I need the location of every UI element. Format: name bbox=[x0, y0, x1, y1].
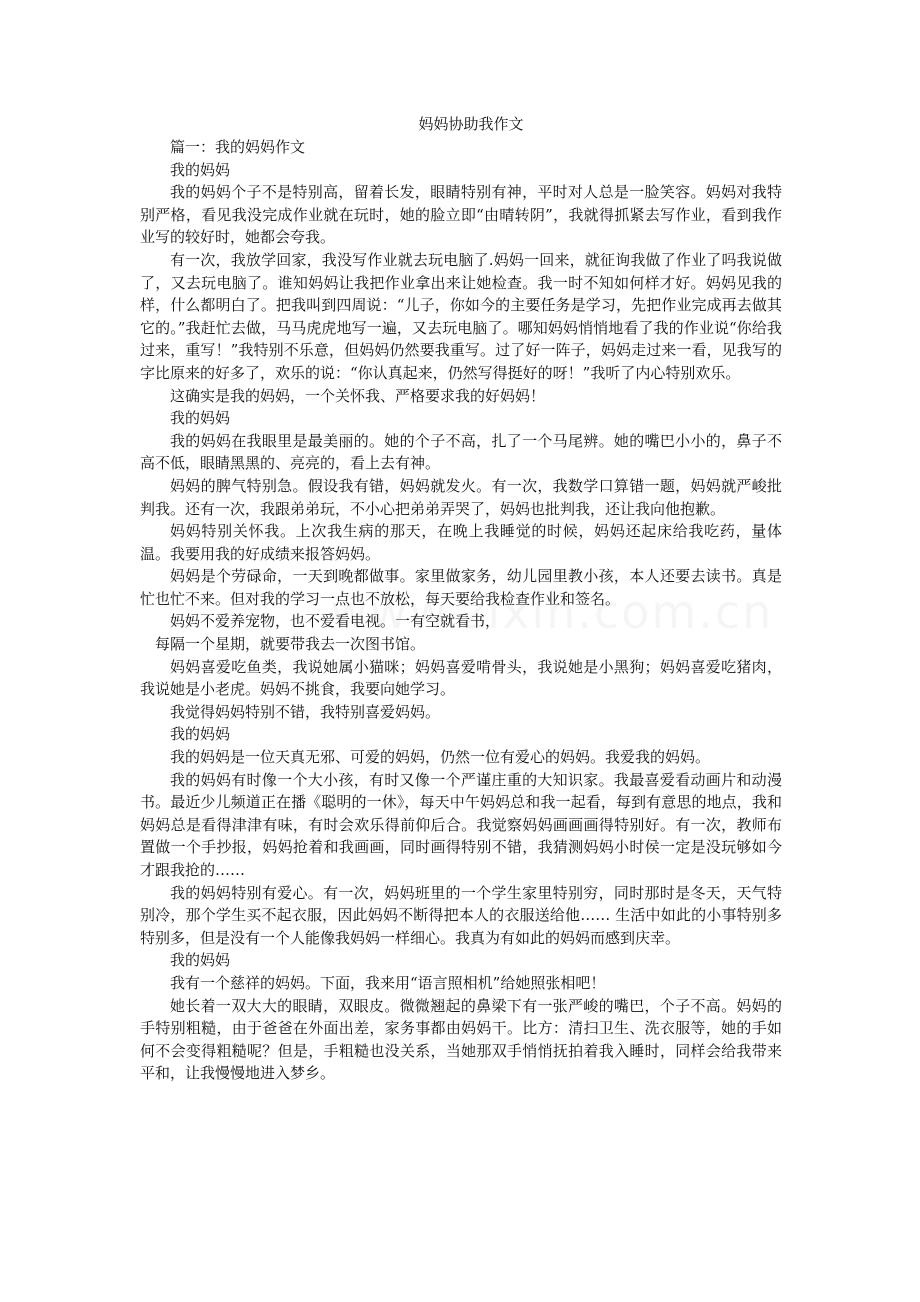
document-body bbox=[140, 136, 782, 1085]
document-page bbox=[140, 112, 782, 1085]
paragraph: 妈妈特别关怀我。上次我生病的那天，在晚上我睡觉的时候，妈妈还起床给我吃药，量体温。我要用我的好成绩来报答妈妈。 bbox=[140, 522, 782, 563]
section-heading: 我的妈妈 bbox=[170, 951, 231, 970]
paragraph: 我的妈妈有时像一个大小孩，有时又像一个严谨庄重的大知识家。我最喜爱看动画片和动漫书。最近少儿频道正在播《聪明的一休》，每天中午妈妈总和我一起看，每到有意思的地点，我和妈妈总是看得津津有味，有时会欢乐得前仰后合。我觉察妈妈画画画得特别好。有一次，教师布置做一个手抄报，妈妈抢着和我画画，同时画得特别不错，我猜测妈妈小时侯一定是没玩够如今才跟我抢的…… bbox=[140, 770, 782, 879]
section-heading: 我的妈妈 bbox=[170, 725, 231, 744]
paragraph: 妈妈喜爱吃鱼类，我说她属小猫咪；妈妈喜爱啃骨头，我说她是小黑狗；妈妈喜爱吃猪肉，我说她是小老虎。妈妈不挑食，我要向她学习。 bbox=[140, 657, 782, 699]
paragraph: 妈妈的脾气特别急。假设我有错，妈妈就发火。有一次，我数学口算错一题，妈妈就严峻批判我。还有一次，我跟弟弟玩，不小心把弟弟弄哭了，妈妈也批判我，还让我向他抱歉。 bbox=[140, 476, 782, 518]
paragraph: 有一次，我放学回家，我没写作业就去玩电脑了.妈妈一回来，就征询我做了作业了吗我说做了，又去玩电脑了。谁知妈妈让我把作业拿出来让她检查。我一时不知如何样才好。妈妈见我的样，什么都明白了。把我叫到四周说：“儿子，你如今的主要任务是学习，先把作业完成再去做其它的。”我赶忙去做，马马虎虎地写一遍，又去玩电脑了。哪知妈妈悄悄地看了我的作业说“你给我过来，重写！”我特别不乐意，但妈妈仍然要我重写。过了好一阵子，妈妈走过来一看，见我写的字比原来的好多了，欢乐的说：“你认真起来，仍然写得挺好的呀！”我听了内心特别欢乐。 bbox=[140, 250, 782, 382]
paragraph-continuation: 每隔一个星期，就要带我去一次图书馆。 bbox=[155, 635, 426, 654]
paragraph: 我的妈妈是一位天真无邪、可爱的妈妈，仍然一位有爱心的妈妈。我爱我的妈妈。 bbox=[170, 748, 711, 767]
paragraph: 我的妈妈特别有爱心。有一次，妈妈班里的一个学生家里特别穷，同时那时是冬天，天气特别冷，那个学生买不起衣服，因此妈妈不断得把本人的衣服送给他…… 生活中如此的小事特别多特别多，但是没有一个人能像我妈妈一样细心。我真为有如此的妈妈而感到庆幸。 bbox=[140, 883, 782, 947]
paragraph: 我觉得妈妈特别不错，我特别喜爱妈妈。 bbox=[170, 702, 441, 721]
paragraph: 这确实是我的妈妈，一个关怀我、严格要求我的好妈妈！ bbox=[170, 386, 546, 405]
paragraph: 我有一个慈祥的妈妈。下面，我来用“语言照相机”给她照张相吧！ bbox=[170, 973, 606, 992]
section-heading: 我的妈妈 bbox=[170, 160, 231, 179]
paragraph: 妈妈不爱养宠物，也不爱看电视。一有空就看书， bbox=[170, 612, 501, 631]
section-heading: 篇一：我的妈妈作文 bbox=[170, 138, 306, 156]
paragraph: 她长着一双大大的眼睛，双眼皮。微微翘起的鼻梁下有一张严峻的嘴巴，个子不高。妈妈的手特别粗糙，由于爸爸在外面出差，家务事都由妈妈干。比方：清扫卫生、洗衣服等，她的手如何不会变得粗糙呢？但是，手粗糙也没关系，当她那双手悄悄抚拍着我入睡时，同样会给我带来平和，让我慢慢地进入梦乡。 bbox=[140, 996, 782, 1083]
paragraph: 妈妈是个劳碌命，一天到晚都做事。家里做家务，幼儿园里教小孩，本人还要去读书。真是忙也忙不来。但对我的学习一点也不放松，每天要给我检查作业和签名。 bbox=[140, 567, 782, 608]
paragraph: 我的妈妈个子不是特别高，留着长发，眼睛特别有神，平时对人总是一脸笑容。妈妈对我特别严格，看见我没完成作业就在玩时，她的脸立即“由晴转阴”，我就得抓紧去写作业，看到我作业写的较好时，她都会夸我。 bbox=[140, 183, 782, 247]
paragraph: 我的妈妈在我眼里是最美丽的。她的个子不高，扎了一个马尾辨。她的嘴巴小小的，鼻子不高不低，眼睛黑黑的、亮亮的，看上去有神。 bbox=[140, 431, 782, 473]
document-title: 妈妈协助我作文 bbox=[418, 115, 524, 133]
section-heading: 我的妈妈 bbox=[170, 409, 231, 428]
